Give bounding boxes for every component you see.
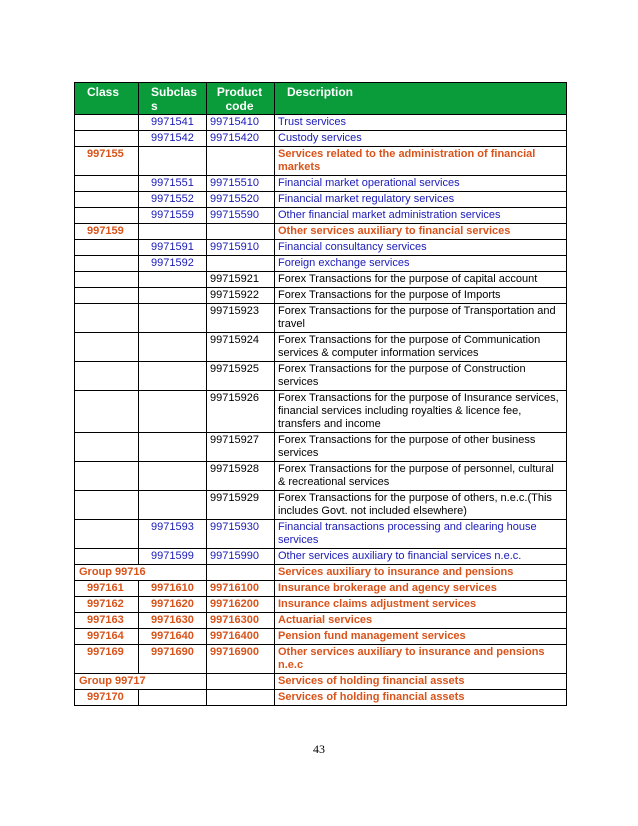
table-row [75,520,567,549]
cell-description: Other services auxiliary to insurance and pensions n.e.c [275,645,567,674]
cell-description: Actuarial services [275,613,567,629]
table-row [75,362,567,391]
cell-product-code: 99715990 [207,549,275,565]
cell-product-code: 99715928 [207,462,275,491]
cell-product-code [207,256,275,272]
cell-class [75,333,139,362]
cell-description: Forex Transactions for the purpose of Communication services & computer information services [275,333,567,362]
table-row [75,433,567,462]
classification-table [74,82,567,706]
cell-subclass: 9971620 [139,597,207,613]
cell-description: Foreign exchange services [275,256,567,272]
table-row [75,674,567,690]
cell-product-code: 99715520 [207,192,275,208]
cell-subclass [139,391,207,433]
cell-product-code: 99716200 [207,597,275,613]
table-body [75,115,567,706]
cell-description: Trust services [275,115,567,131]
cell-class [75,549,139,565]
cell-subclass: 9971541 [139,115,207,131]
cell-subclass: 9971630 [139,613,207,629]
cell-description: Custody services [275,131,567,147]
cell-product-code: 99715930 [207,520,275,549]
cell-class: 997163 [75,613,139,629]
cell-description: Forex Transactions for the purpose of Construction services [275,362,567,391]
cell-class [75,240,139,256]
cell-subclass [139,147,207,176]
table-row [75,597,567,613]
header-subclass: Subclass [139,83,207,115]
cell-class: 997170 [75,690,139,706]
cell-product-code: 99715410 [207,115,275,131]
cell-description: Forex Transactions for the purpose of Insurance services, financial services including royalties & licence fee, transfers and income [275,391,567,433]
cell-subclass [139,224,207,240]
cell-subclass [139,333,207,362]
cell-description: Services related to the administration of financial markets [275,147,567,176]
table-row [75,581,567,597]
cell-description: Services of holding financial assets [275,674,567,690]
cell-product-code: 99715926 [207,391,275,433]
cell-class [75,520,139,549]
cell-class [75,256,139,272]
header-description: Description [275,83,567,115]
cell-class [75,391,139,433]
cell-product-code: 99715922 [207,288,275,304]
cell-description: Pension fund management services [275,629,567,645]
cell-subclass: 9971559 [139,208,207,224]
cell-product-code: 99716900 [207,645,275,674]
cell-class [75,491,139,520]
cell-product-code: 99715929 [207,491,275,520]
cell-class [75,115,139,131]
cell-description: Financial transactions processing and clearing house services [275,520,567,549]
cell-product-code: 99716100 [207,581,275,597]
cell-subclass [139,304,207,333]
cell-description: Other financial market administration services [275,208,567,224]
cell-product-code: 99715924 [207,333,275,362]
cell-subclass [139,433,207,462]
page-number: 43 [313,742,325,756]
cell-description: Forex Transactions for the purpose of personnel, cultural & recreational services [275,462,567,491]
header-product-code: Product code [207,83,275,115]
cell-class [75,208,139,224]
cell-product-code: 99715510 [207,176,275,192]
classification-table-wrapper [74,82,566,706]
cell-description: Forex Transactions for the purpose of Transportation and travel [275,304,567,333]
cell-class [75,176,139,192]
cell-product-code: 99716400 [207,629,275,645]
cell-product-code: 99715923 [207,304,275,333]
cell-subclass: 9971610 [139,581,207,597]
cell-subclass: 9971591 [139,240,207,256]
table-row [75,115,567,131]
cell-description: Other services auxiliary to financial services [275,224,567,240]
cell-description: Insurance brokerage and agency services [275,581,567,597]
cell-subclass [139,288,207,304]
cell-product-code [207,565,275,581]
cell-product-code [207,224,275,240]
cell-subclass [139,462,207,491]
table-row [75,391,567,433]
cell-description: Financial consultancy services [275,240,567,256]
cell-product-code: 99715921 [207,272,275,288]
cell-product-code: 99716300 [207,613,275,629]
cell-class: 997164 [75,629,139,645]
table-row [75,288,567,304]
cell-subclass: 9971552 [139,192,207,208]
cell-description: Insurance claims adjustment services [275,597,567,613]
cell-class [75,462,139,491]
cell-subclass [139,362,207,391]
cell-subclass: 9971542 [139,131,207,147]
table-row [75,629,567,645]
table-row [75,613,567,629]
table-header-row [75,83,567,115]
cell-product-code: 99715420 [207,131,275,147]
header-class: Class [75,83,139,115]
table-row [75,690,567,706]
table-row [75,256,567,272]
table-row [75,333,567,362]
cell-description: Financial market regulatory services [275,192,567,208]
cell-class [75,288,139,304]
cell-class [75,433,139,462]
table-row [75,208,567,224]
cell-subclass: 9971640 [139,629,207,645]
cell-product-code: 99715925 [207,362,275,391]
cell-subclass: 9971599 [139,549,207,565]
table-row [75,645,567,674]
cell-subclass [139,491,207,520]
cell-class [75,192,139,208]
cell-subclass: 9971592 [139,256,207,272]
table-row [75,176,567,192]
cell-description: Forex Transactions for the purpose of others, n.e.c.(This includes Govt. not included elsewhere) [275,491,567,520]
cell-class [75,362,139,391]
cell-class [75,304,139,333]
cell-subclass [139,272,207,288]
cell-description: Forex Transactions for the purpose of other business services [275,433,567,462]
table-row [75,565,567,581]
cell-group: Group 99717 [75,674,207,690]
cell-subclass [139,690,207,706]
cell-product-code: 99715910 [207,240,275,256]
cell-class: 997159 [75,224,139,240]
table-row [75,224,567,240]
cell-product-code: 99715927 [207,433,275,462]
table-row [75,131,567,147]
cell-class: 997162 [75,597,139,613]
table-row [75,462,567,491]
cell-product-code [207,147,275,176]
cell-description: Services of holding financial assets [275,690,567,706]
cell-description: Other services auxiliary to financial services n.e.c. [275,549,567,565]
cell-class [75,272,139,288]
table-row [75,147,567,176]
table-row [75,192,567,208]
cell-product-code [207,690,275,706]
cell-subclass: 9971690 [139,645,207,674]
cell-class: 997169 [75,645,139,674]
cell-product-code [207,674,275,690]
cell-class: 997161 [75,581,139,597]
cell-description: Financial market operational services [275,176,567,192]
cell-description: Forex Transactions for the purpose of capital account [275,272,567,288]
cell-group: Group 99716 [75,565,207,581]
cell-description: Services auxiliary to insurance and pensions [275,565,567,581]
cell-class: 997155 [75,147,139,176]
cell-class [75,131,139,147]
cell-subclass: 9971593 [139,520,207,549]
table-row [75,491,567,520]
table-row [75,240,567,256]
table-row [75,304,567,333]
cell-product-code: 99715590 [207,208,275,224]
table-row [75,272,567,288]
cell-subclass: 9971551 [139,176,207,192]
table-row [75,549,567,565]
cell-description: Forex Transactions for the purpose of Imports [275,288,567,304]
